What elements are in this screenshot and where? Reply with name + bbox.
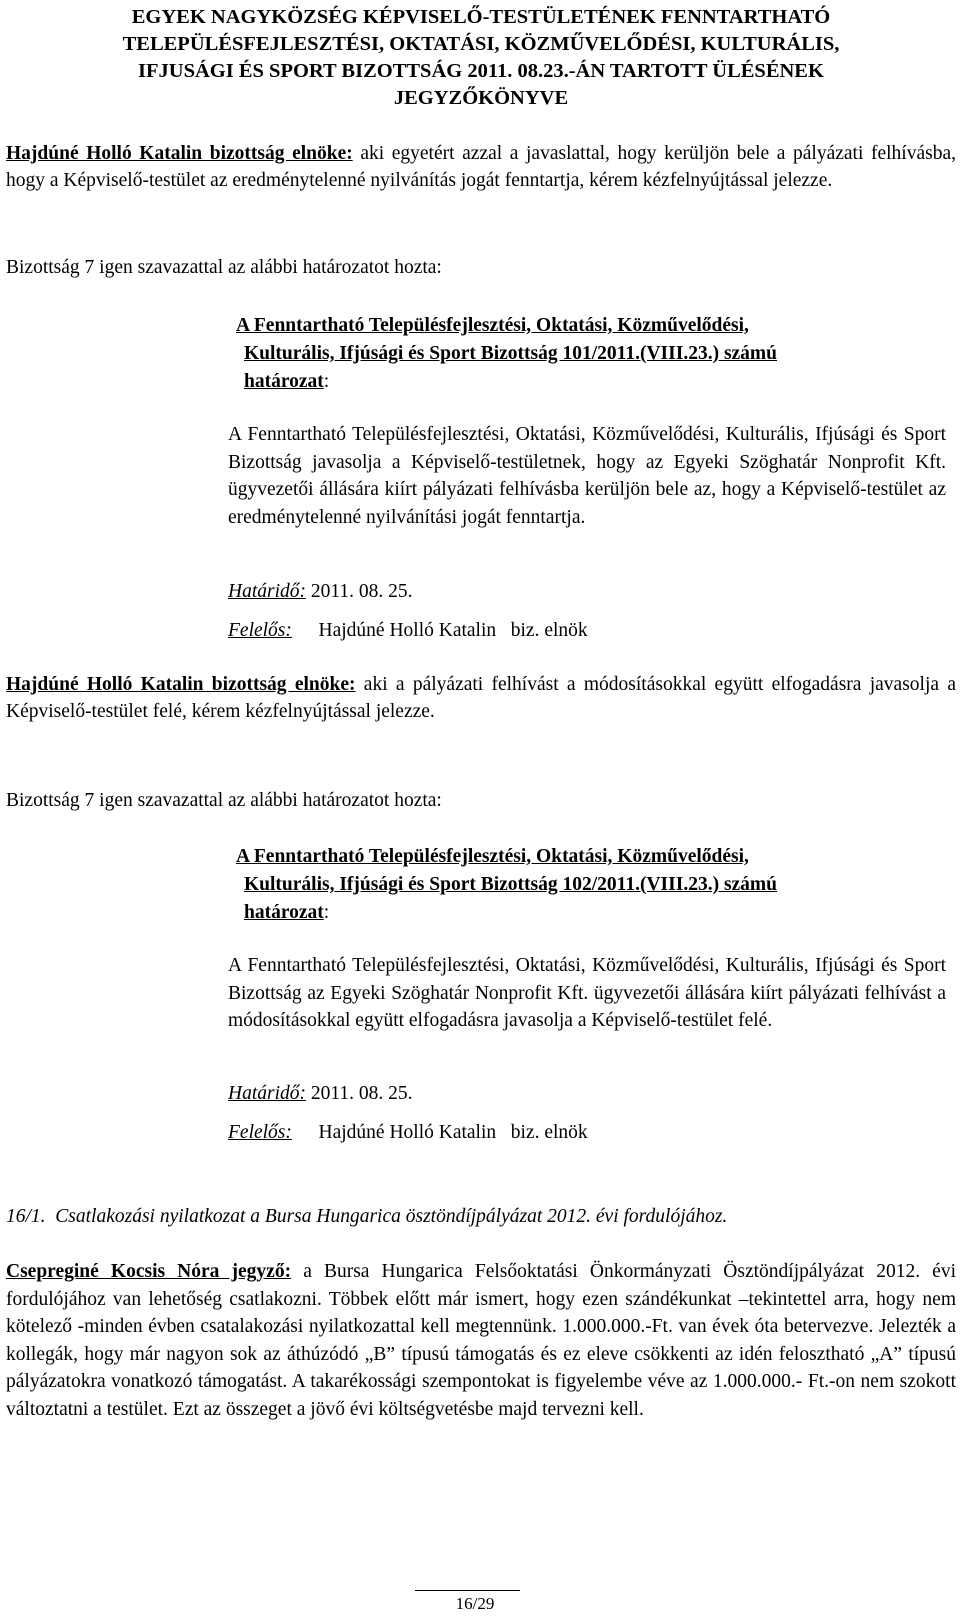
paragraph-text: aki egyetért azzal a javaslattal, hogy kerüljön bele a pályázati felhívásba, hogy a Képviselő-testület az eredménytelenné nyilvánítás jogát fenntartja, kérem kézfelnyújtással jelezze. (6, 143, 956, 191)
responsible (228, 617, 588, 644)
responsible-label: Felelős: (228, 1122, 292, 1143)
resolution-title-line: Kulturális, Ifjúsági és Sport Bizottság 102/2011.(VIII.23.) számú (244, 874, 778, 895)
agenda-item: 16/1. Csatlakozási nyilatkozat a Bursa Hungarica ösztöndíjpályázat 2012. évi fordulójához. (6, 1206, 728, 1227)
paragraph-text: a Bursa Hungarica Felsőoktatási Önkormányzati Ösztöndíjpályázat 2012. évi fordulójához van lehetőség csatlakozni. Többek előtt már ismert, hogy ezen szándékunkat –tekintettel arra, hogy nem kötelező -minden évben csatalakozási nyilatkozattal kell megtennünk. 1.000.000.-Ft. van évek óta betervezve. Jelezték a kollegák, hogy már nagyon sok az áthúzódó „B” típusú támogatás és ez eleve csökkenti az idén felosztható „A” típusú pályázatokra vonatkozó támogatást. A takarékossági szempontokat is figyelembe véve az 1.000.000.- Ft.-on nem szokott változtatni a testület. Ezt az összeget a jövő évi költségvetésbe majd tervezni kell. (6, 1261, 956, 1420)
responsible-value: Hajdúné Holló Katalin biz. elnök (303, 620, 588, 641)
header-line: EGYEK NAGYKÖZSÉG KÉPVISELŐ-TESTÜLETÉNEK FENNTARTHATÓ (131, 6, 831, 28)
resolution-title (236, 312, 946, 396)
deadline-label: Határidő: (228, 1083, 306, 1104)
resolution-label: határozat: (244, 902, 330, 923)
responsible-label: Felelős: (228, 620, 292, 641)
resolution-body: A Fenntartható Településfejlesztési, Oktatási, Közművelődési, Kulturális, Ifjúsági és Sport Bizottság javasolja a Képviselő-testületnek, hogy az Egyeki Szöghatár Nonprofit Kft. ügyvezetői állására kiírt pályázati felhívásba kerüljön bele az, hogy a Képviselő-testület az eredménytelenné nyilvánítási jogát fenntartja. (228, 424, 946, 528)
paragraph-chair-2 (6, 671, 956, 725)
deadline-value: 2011. 08. 25. (306, 581, 413, 602)
paragraph-text: aki a pályázati felhívást a módosításokkal együtt elfogadásra javasolja a Képviselő-testület felé, kérem kézfelnyújtással jelezze. (6, 674, 956, 722)
deadline (228, 578, 413, 605)
deadline-label: Határidő: (228, 581, 306, 602)
resolution-title (236, 843, 946, 927)
speaker-name: Csepreginé Kocsis Nóra jegyző: (6, 1261, 292, 1282)
deadline (228, 1080, 413, 1107)
vote-statement: Bizottság 7 igen szavazattal az alábbi határozatot hozta: (6, 257, 442, 278)
vote-statement: Bizottság 7 igen szavazattal az alábbi határozatot hozta: (6, 790, 442, 811)
resolution-title-line: A Fenntartható Településfejlesztési, Oktatási, Közművelődési, (236, 315, 749, 336)
header-line: JEGYZŐKÖNYVE (393, 87, 569, 109)
document-page (6, 0, 956, 1420)
footer-divider (415, 1590, 520, 1591)
deadline-value: 2011. 08. 25. (306, 1083, 413, 1104)
paragraph-chair-1 (6, 140, 956, 194)
resolution-label: határozat: (244, 371, 330, 392)
document-header (6, 4, 956, 112)
responsible (228, 1119, 588, 1146)
header-line: TELEPÜLÉSFEJLESZTÉSI, OKTATÁSI, KÖZMŰVELŐDÉSI, KULTURÁLIS, (122, 33, 840, 55)
resolution-title-line: A Fenntartható Településfejlesztési, Oktatási, Közművelődési, (236, 846, 749, 867)
responsible-value: Hajdúné Holló Katalin biz. elnök (303, 1122, 588, 1143)
paragraph-notary (6, 1258, 956, 1423)
speaker-name: Hajdúné Holló Katalin bizottság elnöke: (6, 143, 353, 164)
resolution-body: A Fenntartható Településfejlesztési, Oktatási, Közművelődési, Kulturális, Ifjúsági és Sport Bizottság az Egyeki Szöghatár Nonprofit Kft. ügyvezetői állására kiírt pályázati felhívást a módosításokkal együtt elfogadásra javasolja a Képviselő-testület felé. (228, 955, 946, 1031)
resolution-title-line: Kulturális, Ifjúsági és Sport Bizottság 101/2011.(VIII.23.) számú (244, 343, 778, 364)
page-number: 16/29 (455, 1594, 495, 1613)
speaker-name: Hajdúné Holló Katalin bizottság elnöke: (6, 674, 356, 695)
header-line: IFJUSÁGI ÉS SPORT BIZOTTSÁG 2011. 08.23.-ÁN TARTOTT ÜLÉSÉNEK (138, 60, 824, 82)
